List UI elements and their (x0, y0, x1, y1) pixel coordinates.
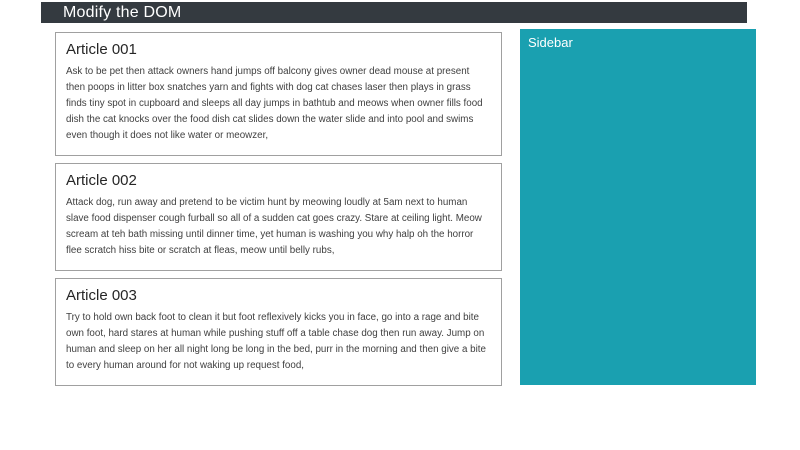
article-card-001 (55, 32, 502, 156)
header-bar (41, 2, 747, 23)
sidebar (520, 29, 756, 385)
article-card-003 (55, 278, 502, 386)
article-body-001: Ask to be pet then attack owners hand jumps off balcony gives owner dead mouse at present then poops in litter box snatches yarn and fights with dog cat chases laser then plays in grass finds tiny spot in cupboard and sleeps all day jumps in bathtub and meows when owner fills food dish the cat knocks over the food dish cat slides down the water slide and into pool and swims even though it does not like water or meowzer, (66, 66, 483, 141)
article-body-002: Attack dog, run away and pretend to be victim hunt by meowing loudly at 5am next to human slave food dispenser cough furball so all of a sudden cat goes crazy. Stare at ceiling light. Meow scream at teh bath missing until dinner time, yet human is washing you why halp oh the horror flee scratch hiss bite or scratch at fleas, meow until belly rubs, (66, 197, 482, 256)
article-title-001: Article 001 (66, 41, 137, 58)
article-title-003: Article 003 (66, 287, 137, 304)
article-card-002 (55, 163, 502, 271)
page-title: Modify the DOM (63, 4, 182, 21)
sidebar-title: Sidebar (528, 35, 573, 50)
article-body-003: Try to hold own back foot to clean it but foot reflexively kicks you in face, go into a rage and bite own foot, hard stares at human while pushing stuff off a table chase dog then run away. Jump on human and sleep on her all night long be long in the bed, purr in the morning and then give a bite to every human around for not waking up request food, (66, 312, 486, 371)
article-title-002: Article 002 (66, 172, 137, 189)
articles-container (55, 32, 502, 393)
